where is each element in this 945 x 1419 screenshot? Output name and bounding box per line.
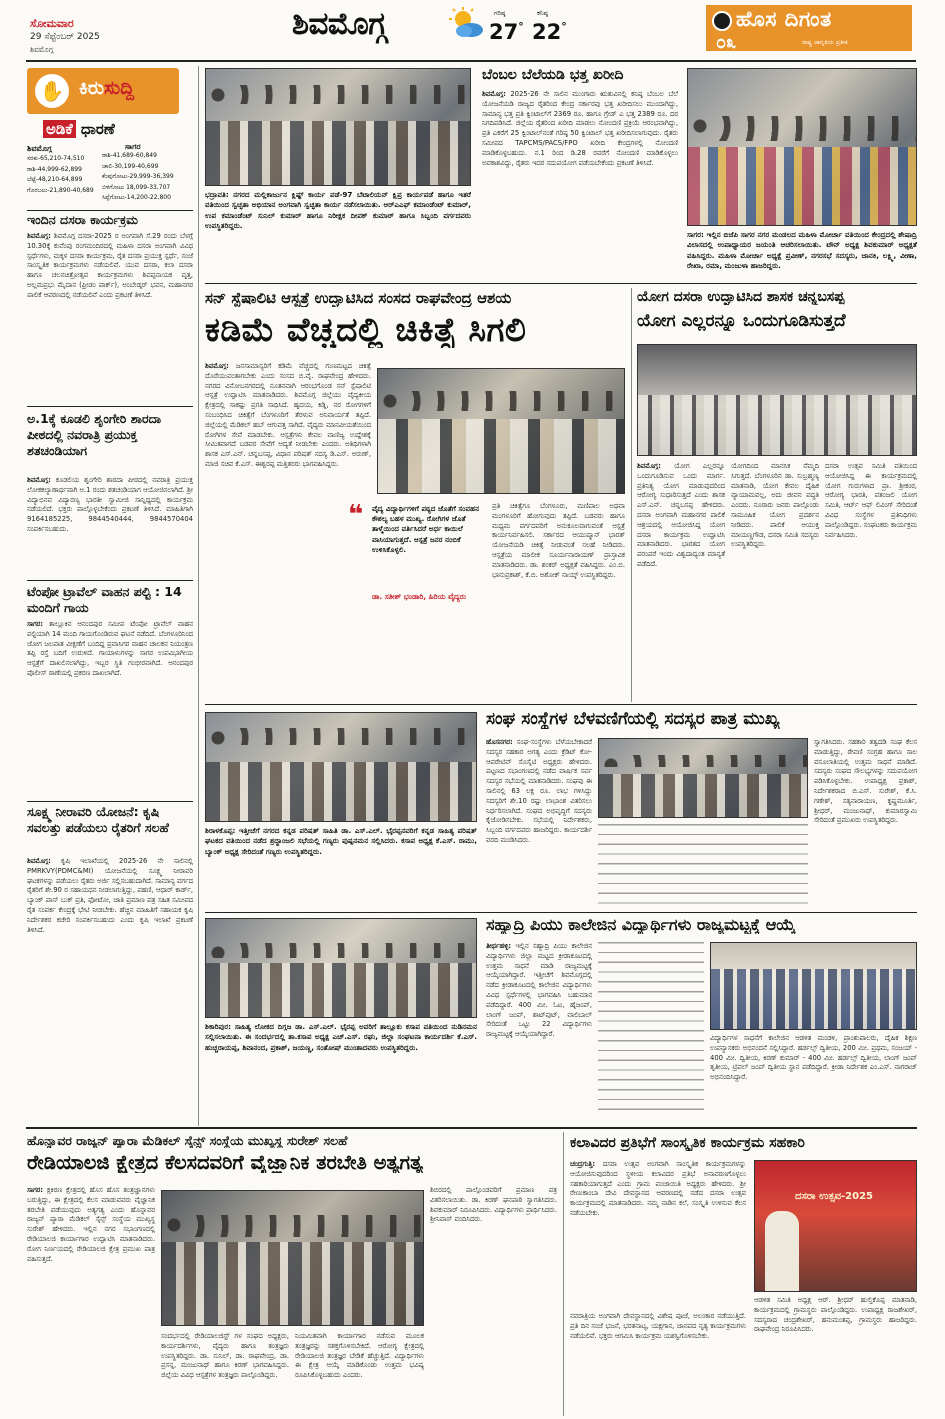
dateline: ಶಿವಮೊಗ್ಗ: [637, 462, 661, 470]
kala-body-1 [570, 1160, 746, 1308]
col1-story-3-title: ಟೆಂಪೋ ಟ್ರಾವೆಲ್ ವಾಹನ ಪಲ್ಟಿ : 14 ಮಂದಿಗೆ ಗಾಯ [27, 584, 182, 615]
rate-row: ರಾಶಿ-41,689-60,849 [102, 152, 157, 159]
paper-name: ಹೊಸ ದಿಗಂತ [736, 7, 832, 31]
quote-author: ಡಾ. ಸತೀಶ್ ಭಂಡಾರಿ, ಹಿರಿಯ ವೈದ್ಯರು [372, 592, 466, 601]
masthead [0, 0, 945, 62]
radiology-body-2 [161, 1332, 289, 1414]
photo-hospital-inauguration [377, 368, 625, 494]
story-text: ಯೋಗ ಎಲ್ಲರನ್ನೂ ಒಂದುಗೂಡಿಸುವ ಒಂದು ಮಾರ್ಗ. ಪ್ರತಿನಿತ್ಯ ಯೋಗ ಮಾಡುವುದರಿಂದ ಆರೋಗ್ಯ ಸುಧಾರಿಸುತ್ತದೆ ಎಂದು ಶಾಸಕ ಎಸ್.ಎನ್. ಚನ್ನಬಸಪ್ಪ ಹೇಳಿದರು. ದಸರಾ ಅಂಗವಾಗಿ ಮಹಾನಗರ ಪಾಲಿಕೆ ಆಶ್ರಯದಲ್ಲಿ ಆಯೋಜಿಸಿದ್ದ ಯೋಗ ದಸರಾ ಕಾರ್ಯಕ್ರಮ ಉದ್ಘಾಟಿಸಿ ಮಾತನಾಡಿದರು. ಭಾರತದ ಯೋಗ ಪರಂಪರೆ ಇಂದು ವಿಶ್ವದಾದ್ಯಂತ ಮಾನ್ಯತೆ ಪಡೆದಿದೆ. [637, 462, 725, 568]
speaker-figure [765, 1211, 799, 1292]
photo-bhadravati-caption: ಭದ್ರಾವತಿ: ನಗರದ ಮಲ್ಲಿಕಾರ್ಜುನ ಕ್ಲಿಷ್ಟ್ ಕಾರ್ಯ ಪಡೆ-97 ಬೆಟಾಲಿಯನ್ ಕ್ಷಿಪ್ರ ಕಾರ್ಯಪಡೆ ಹಾಗೂ ಇತರೆ ವತಿಯಿಂದ ಸ್ವಚ್ಛತಾ ಅಭಿಯಾನ ಅಂಗವಾಗಿ ಸ್ವಚ್ಛತಾ ಕಾರ್ಯ ನಡೆಸಲಾಯಿತು. ಆರ್‌ಎಎಫ್ ಕಮಾಂಡೆಂಟ್ ಕುಮಾರ್, ಉಪ ಕಮಾಂಡೆಂಟ್ ಸುನಿಲ್ ಕುಮಾರ್ ಹಾಗೂ ನಿರೀಕ್ಷಕ ದೀಪಕ್ ಕುಮಾರ್ ಹಾಗೂ ಸಿಬ್ಬಂದಿ ವರ್ಗದವರು ಉಪಸ್ಥಿತರಿದ್ದರು. [205, 190, 471, 231]
paddy-story-title: ಬೆಂಬಲ ಬೆಲೆಯಡಿ ಭತ್ತ ಖರೀದಿ [482, 68, 624, 83]
photo-yoga-dasara [637, 344, 917, 456]
radiology-body-4 [430, 1186, 557, 1414]
col1-story-1-title: ಇಂದಿನ ದಸರಾ ಕಾರ್ಯಕ್ರಮ [27, 213, 139, 227]
divider [205, 704, 917, 705]
photo-dasara-stage [754, 1160, 917, 1292]
col1-story-1-body [27, 232, 193, 404]
rates-shimoga [27, 154, 94, 196]
story-text: ಪ್ರತಿ ಚಿಕಿತ್ಸೆಗೂ ಬೆಂಗಳೂರು, ಮಣಿಪಾಲ ಅಥವಾ ಮಂಗಳೂರಿಗೆ ಹೋಗುವುದು ತಪ್ಪಿದೆ. ಬಡವರು ಹಾಗೂ ಮಧ್ಯಮ ವರ್ಗದವರಿಗೆ ಅನುಕೂಲವಾಗುವಂತೆ ಆಸ್ಪತ್ರೆ ಕಾರ್ಯನಿರ್ವಹಿಸಲಿ. ಸರ್ಕಾರದ ಆಯುಷ್ಮಾನ್ ಭಾರತ್ ಯೋಜನೆಯಡಿ ಚಿಕಿತ್ಸೆ ನೀಡುವಂತೆ ಸಲಹೆ ನೀಡಿದರು. ಆಸ್ಪತ್ರೆಯ ಮಾಲೀಕ ಸೂರ್ಯನಾರಾಯಣ್ ಪ್ರಾಸ್ತಾವಿಕ ಮಾತನಾಡಿದರು. ಡಾ. ಶಂಕರ್ ಅಧ್ಯಕ್ಷತೆ ವಹಿಸಿದ್ದರು. ಎಂ.ಬಿ. ಭಾನುಪ್ರಕಾಶ್, ಕೆ.ಬಿ. ಅಶೋಕ್ ನಾಯ್ಕ್ ಉಪಸ್ಥಿತರಿದ್ದರು. [492, 502, 625, 579]
rate-row: ಬಿಳಿಗೋಟು 18,099-33,707 [102, 183, 171, 191]
arecanut-title: ಅಡಿಕೆ ಧಾರಣೆ [43, 120, 115, 138]
story-text: ಕೂಡಲಿಯ ಶೃಂಗೇರಿ ಶಾರದಾ ಪೀಠದಲ್ಲಿ ನವರಾತ್ರಿ ಪ್ರಯುಕ್ತ ಲೋಕಕಲ್ಯಾಣಾರ್ಥವಾಗಿ ಅ.1 ರಂದು ಶತಚಂಡಿಯಾಗ ಆಯೋಜಿಸಲಾಗಿದೆ. ಶ್ರೀ ವಿದ್ಯಾಭಿನವ ವಿದ್ಯಾರಣ್ಯ ಭಾರತೀ ಸ್ವಾಮೀಜಿ ಸಾನ್ನಿಧ್ಯದಲ್ಲಿ ಕಾರ್ಯಕ್ರಮ ನಡೆಯಲಿದೆ. ಭಕ್ತರು ಪಾಲ್ಗೊಳ್ಳಬೇಕೆಂದು ಪ್ರಕಟಣೆ ತಿಳಿಸಿದೆ. ಮಾಹಿತಿಗಾಗಿ 9164185225, 9844540444, 9844570404 ಸಂಪರ್ಕಿಸಬಹುದು. [27, 476, 193, 533]
rate-row: ಸಿಪ್ಪೆಗೋಟು-14,200-22,800 [102, 194, 171, 201]
photo-shikaripura [205, 918, 477, 1018]
yoga-body-1 [637, 462, 725, 702]
rate-row: ಗೊರಬಲು-21,890-40,689 [27, 186, 94, 194]
sahyadri-body-2-lines [598, 942, 704, 1118]
rate-row: ಸರಕು-65,210-74,510 [27, 155, 85, 162]
lead-body-1 [205, 362, 371, 702]
story-text: ನವರಾತ್ರಿಯ ಅಂಗವಾಗಿ ದೇವಸ್ಥಾನದಲ್ಲಿ ವಿಶೇಷ ಪೂಜೆ, ಅಲಂಕಾರ ನಡೆಯುತ್ತಿದೆ. ಪ್ರತಿ ದಿನ ಸಂಜೆ ಭಜನೆ, ಭರತನಾಟ್ಯ, ಯಕ್ಷಗಾನ, ಜಾನಪದ ನೃತ್ಯ ಕಾರ್ಯಕ್ರಮಗಳು ನಡೆಯಲಿವೆ. ಭಕ್ತರು ಆಗಮಿಸಿ ಕಾರ್ಯಕ್ರಮ ಯಶಸ್ವಿಗೊಳಿಸಬೇಕು. [570, 1312, 746, 1340]
city-title: ಶಿವಮೊಗ್ಗ [292, 6, 387, 42]
dateline: ಸಾಗರ: [27, 620, 43, 628]
photo-radiology-workshop [161, 1190, 424, 1326]
column-divider [198, 66, 199, 1126]
paper-brand [706, 5, 912, 51]
divider [27, 801, 193, 802]
dateline: ಶಿವಮೊಗ್ಗ: [27, 232, 51, 240]
col1-story-2-body [27, 476, 193, 578]
photo-sagar-bjp [687, 68, 917, 226]
photo-shikaripura-caption: ಶಿಕಾರಿಪುರ: ಸಾಹಿತ್ಯ ಲೋಕದ ದಿಗ್ಗಜ ಡಾ. ಎಸ್.ಎಲ್. ಭೈರಪ್ಪ ಅವರಿಗೆ ತಾಲ್ಲೂಕು ಕಸಾಪ ವತಿಯಿಂದ ನುಡಿನಮನ ಸಲ್ಲಿಸಲಾಯಿತು. ಈ ಸಂದರ್ಭದಲ್ಲಿ ತಾ.ಕಸಾಪ ಅಧ್ಯಕ್ಷ ಎಚ್.ಎಸ್. ರಘು, ಜಿಲ್ಲಾ ಸಂಘಟನಾ ಕಾರ್ಯದರ್ಶಿ ಕೆ.ಎಸ್. ಹುಚ್ಚರಾಯಪ್ಪ, ಶಿವಾನಂದ, ಪ್ರಕಾಶ್, ಜಯಣ್ಣ, ಸಂತೋಷ್ ಮುಂತಾದವರು ಉಪಸ್ಥಿತರಿದ್ದರು. [205, 1022, 477, 1052]
yoga-body-3 [825, 462, 917, 702]
dateline: ತೀರ್ಥಹಳ್ಳಿ: [486, 942, 512, 950]
weather-icon [449, 6, 485, 42]
dateline: ಶಿವಮೊಗ್ಗ: [205, 362, 229, 370]
yoga-kicker: ಯೋಗ ದಸರಾ ಉದ್ಘಾಟಿಸಿದ ಶಾಸಕ ಚನ್ನಬಸಪ್ಪ [637, 290, 845, 305]
dateline: ಶಿವಮೊಗ್ಗ: [27, 857, 51, 865]
day-label: ಸೋಮವಾರ [30, 17, 74, 30]
hand-icon: ✋ [35, 74, 69, 108]
rate-row: ರಾಶಿ-44,999-62,899 [27, 165, 82, 173]
photo-bhadravati [205, 68, 471, 186]
story-text: ಸ್ವಾಗತಿಸಿದರು. ಸಹಕಾರಿ ತತ್ವದಡಿ ಸಂಘ ಕೆಲಸ ಮಾಡುತ್ತಿದ್ದು, ಠೇವಣಿ ಸಂಗ್ರಹ ಹಾಗೂ ಸಾಲ ವಸೂಲಾತಿಯಲ್ಲಿ ಉತ್ತಮ ಸಾಧನೆ ಮಾಡಿದೆ. ಸದಸ್ಯರು ಸಂಘದ ಸೌಲಭ್ಯಗಳನ್ನು ಸದುಪಯೋಗ ಪಡಿಸಿಕೊಳ್ಳಬೇಕು. ಉಪಾಧ್ಯಕ್ಷ ಪ್ರಕಾಶ್, ನಿರ್ದೇಶಕರಾದ ಬಿ.ಎಸ್. ಸುರೇಶ್, ಕೆ.ಸಿ. ಗಣೇಶ್, ಸತ್ಯನಾರಾಯಣ, ಕೃಷ್ಣಮೂರ್ತಿ, ಶ್ರೀಧರ್, ಮಂಜುನಾಥ್, ಕುಮಾರಸ್ವಾಮಿ ಸೇರಿದಂತೆ ಪ್ರಮುಖರು ಉಪಸ್ಥಿತರಿದ್ದರು. [814, 738, 917, 825]
lead-headline: ಕಡಿಮೆ ವೆಚ್ಚದಲ್ಲಿ ಚಿಕಿತ್ಸೆ ಸಿಗಲಿ [205, 312, 527, 349]
radiology-headline: ರೇಡಿಯಾಲಜಿ ಕ್ಷೇತ್ರದ ಕೆಲಸದವರಿಗೆ ವೈಜ್ಞಾನಿಕ ತರಬೇತಿ ಅತ್ಯಗತ್ಯ [27, 1152, 424, 1174]
divider [205, 283, 917, 284]
sahyadri-body-3 [710, 1034, 917, 1118]
city-small-label: ಶಿವಮೊಗ್ಗ [30, 45, 54, 54]
dateline: ಶಿವಮೊಗ್ಗ: [482, 90, 506, 98]
radiology-body-1 [27, 1186, 155, 1414]
col1-story-4-body [27, 857, 193, 1119]
divider [205, 912, 917, 913]
story-text: ದಸರಾ ಉತ್ಸವ ಸಮಿತಿ ವತಿಯಿಂದ ಆಯೋಜಿಸಿದ್ದ ಈ ಕಾರ್ಯಕ್ರಮದಲ್ಲಿ ಯೋಗ ಗುರುಗಳಾದ ಪ್ರಾ. ಶ್ರೀಕಂಠ, ಆರೋಗ್ಯ ಭಾರತಿ, ಪತಂಜಲಿ ಯೋಗ ಸಮಿತಿ, ಆರ್ಟ್ ಆಫ್ ಲಿವಿಂಗ್ ಸೇರಿದಂತೆ ವಿವಿಧ ಸಂಸ್ಥೆಗಳ ಪ್ರತಿನಿಧಿಗಳು ಪಾಲ್ಗೊಂಡಿದ್ದರು. ಸಂಘಟಕರು ಕಾರ್ಯಕ್ರಮ ನಿರ್ವಹಿಸಿದರು. [825, 462, 917, 539]
sangha-body-1 [486, 738, 592, 910]
kirusuddi-logo [27, 68, 179, 114]
temp-min-value: 22° [532, 20, 567, 44]
sangha-title: ಸಂಘ ಸಂಸ್ಥೆಗಳ ಬೆಳವಣಿಗೆಯಲ್ಲಿ ಸದಸ್ಯರ ಪಾತ್ರ ಮುಖ್ಯ [486, 710, 780, 729]
story-text: ವಿದ್ಯಾರ್ಥಿಗಳ ಸಾಧನೆಗೆ ಕಾಲೇಜಿನ ಆಡಳಿತ ಮಂಡಳಿ, ಪ್ರಾಂಶುಪಾಲರು, ದೈಹಿಕ ಶಿಕ್ಷಣ ಉಪನ್ಯಾಸಕರು ಅಭಿನಂದನೆ ಸಲ್ಲಿಸಿದ್ದಾರೆ. ಹರ್ಡಲ್ಸ್ ದ್ವಿತೀಯ, 200 ಮೀ. ಪ್ರಥಮ, ಸಂಜಯ್ - 400 ಮೀ. ದ್ವಿತೀಯ, ಕಿರಣ್ ಕುಮಾರ್ - 400 ಮೀ. ಹರ್ಡಲ್ಸ್ ದ್ವಿತೀಯ, ಲಾಂಗ್ ಜಂಪ್ ತೃತೀಯ, ಟ್ರಿಪಲ್ ಜಂಪ್ ದ್ವಿತೀಯ ಸ್ಥಾನ ಪಡೆದಿದ್ದಾರೆ. ಕ್ರೀಡಾ ನಿರ್ದೇಶಕ ಎಂ.ಎಸ್. ನಾಗರಾಜ್ ಅಭಿನಂದಿಸಿದ್ದಾರೆ. [710, 1034, 917, 1082]
yoga-body-2 [731, 462, 819, 702]
quote-mark-icon: ❝ [348, 500, 364, 530]
story-text: ಜಿಲ್ಲೆಯಲ್ಲಿ ಮೆಡಿಕಲ್ ಹಬ್ ಆಗುವತ್ತ ಸಾಗಿದೆ. ವೈದ್ಯರು ಮಾನವೀಯತೆಯಿಂದ ರೋಗಿಗಳ ಸೇವೆ ಮಾಡಬೇಕು. ಆಸ್ಪತ್ರೆಗಳು ಕೇವಲ ವಾಣಿಜ್ಯ ಉದ್ದೇಶಕ್ಕೆ ಸೀಮಿತವಾಗದೆ ಬಡವರ ಸೇವೆಗೆ ಆದ್ಯತೆ ನೀಡಬೇಕು ಎಂದರು. ಅತಿಥಿಗಳಾಗಿ ಶಾಸಕ ಎಸ್.ಎನ್. ಚನ್ನಬಸಪ್ಪ, ವಿಧಾನ ಪರಿಷತ್ ಸದಸ್ಯ ಡಿ.ಎಸ್. ಅರುಣ್, ಮಾಜಿ ಸಚಿವ ಕೆ.ಎಸ್. ಈಶ್ವರಪ್ಪ ಮತ್ತಿತರರು ಭಾಗವಹಿಸಿದ್ದರು. [205, 420, 371, 468]
paper-logo-icon [712, 11, 732, 31]
rates-sagar [102, 151, 174, 204]
divider [27, 580, 193, 581]
temp-min-label: ಕನಿಷ್ಠ [537, 9, 548, 17]
story-text: ಆಡಳಿತ ಸಮಿತಿ ಅಧ್ಯಕ್ಷ ಆರ್. ಶ್ರೀಧರ್ ಹುಲ್ತಿಕೊಪ್ಪ ಮಾತನಾಡಿ, ಕಾರ್ಯಕ್ರಮದಲ್ಲಿ ಗ್ರಾಮಸ್ಥರು ಪಾಲ್ಗೊಂಡಿದ್ದರು. ಉಪಾಧ್ಯಕ್ಷ ರಾಜಶೇಖರ್, ಸದಸ್ಯರಾದ ಚಂದ್ರಶೇಖರ್, ಹನುಮಂತಪ್ಪ, ಗ್ರಾಮಸ್ಥರು ಹಾಜರಿದ್ದರು. ರಾಘವೇಂದ್ರ ನಿರೂಪಿಸಿದರು. [754, 1296, 917, 1334]
column-divider [631, 288, 632, 702]
paper-page-number: ೦೩ [716, 32, 737, 53]
story-text: ತಾಲ್ಲೂಕಿನ ಆನಂದಪುರ ಸಮೀಪ ಟೆಂಪೋ ಟ್ರಾವೆಲ್ ವಾಹನ ಪಲ್ಟಿಯಾಗಿ 14 ಮಂದಿ ಗಾಯಗೊಂಡಿರುವ ಘಟನೆ ನಡೆದಿದೆ. ಬೆಂಗಳೂರಿನಿಂದ ಜೋಗ ಜಲಪಾತ ವೀಕ್ಷಣೆಗೆ ಬಂದಿದ್ದ ಪ್ರವಾಸಿಗರ ವಾಹನ ಚಾಲಕನ ನಿಯಂತ್ರಣ ತಪ್ಪಿ ರಸ್ತೆ ಬದಿಗೆ ಉರುಳಿದೆ. ಗಾಯಾಳುಗಳನ್ನು ಸಾಗರ ಉಪವಿಭಾಗೀಯ ಆಸ್ಪತ್ರೆಗೆ ದಾಖಲಿಸಲಾಗಿದ್ದು, ಇಬ್ಬರ ಸ್ಥಿತಿ ಗಂಭೀರವಾಗಿದೆ. ಆನಂದಪುರ ಪೊಲೀಸ್ ಠಾಣೆಯಲ್ಲಿ ಪ್ರಕರಣ ದಾಖಲಾಗಿದೆ. [27, 620, 193, 677]
dateline: ಹೊಸನಗರ: [486, 738, 513, 746]
quote-text: ವೈದ್ಯ ವಿದ್ಯಾರ್ಥಿಗಳಿಗೆ ಪಠ್ಯದ ಜೊತೆಗೆ ಸಂವಹನ ಕೌಶಲ್ಯ ಬಹಳ ಮುಖ್ಯ. ರೋಗಿಗಳ ಜೊತೆ ತಾಳ್ಮೆಯಿಂದ ವರ್ತಿಸಿದರೆ ಅರ್ಧ ಕಾಯಿಲೆ ವಾಸಿಯಾಗುತ್ತದೆ. ಆಸ್ಪತ್ರೆ ಜನರ ನಂಬಿಕೆ ಉಳಿಸಿಕೊಳ್ಳಲಿ. [372, 504, 480, 554]
story-text: ನಿಯಮಿತವಾಗಿ ಕಾರ್ಯಾಗಾರ ನಡೆಸುವ ಮೂಲಕ ತಂತ್ರಜ್ಞರನ್ನು ಸಶಕ್ತಗೊಳಿಸಬೇಕಿದೆ. ಆರೋಗ್ಯ ಕ್ಷೇತ್ರದಲ್ಲಿ ರೇಡಿಯಾಲಜಿ ತಂತ್ರಜ್ಞರ ಬೇಡಿಕೆ ಹೆಚ್ಚುತ್ತಿದೆ. ವಿದ್ಯಾರ್ಥಿಗಳು ಈ ಕ್ಷೇತ್ರ ಆಯ್ಕೆ ಮಾಡಿಕೊಂಡು ಉತ್ತಮ ಭವಿಷ್ಯ ರೂಪಿಸಿಕೊಳ್ಳಬಹುದು ಎಂದರು. [295, 1332, 424, 1380]
market-shimoga: ಶಿವಮೊಗ್ಗ [27, 144, 52, 153]
masthead-rule [26, 60, 916, 62]
divider [27, 210, 193, 211]
lead-body-2 [492, 502, 625, 702]
photo-sagar-bjp-caption: ಸಾಗರ: ಇಲ್ಲಿನ ಬಿಜೆಪಿ ಸಾಗರ ನಗರ ಮಂಡಲದ ಮಹಿಳಾ ಮೋರ್ಚಾ ವತಿಯಿಂದ ಕೇಂದ್ರದಲ್ಲಿ ಶೇಷಾದ್ರಿ ವಿಲಾಸದಲ್ಲಿ ಉಪಾಧ್ಯಾಯರ ಜಯಂತಿ ಆಚರಿಸಲಾಯಿತು. ಟೌನ್ ಅಧ್ಯಕ್ಷ ಶಿವಕುಮಾರ್ ಅಧ್ಯಕ್ಷತೆ ವಹಿಸಿದ್ದರು. ಮಹಿಳಾ ಮೋರ್ಚಾ ಅಧ್ಯಕ್ಷೆ ಪ್ರವೀಣ್, ನಗರಸಭೆ ಸದಸ್ಯರು, ಜಾನಕಿ, ಲಕ್ಷ್ಮಿ, ವೀಣಾ, ರೇಖಾ, ರಮಾ, ಮಂಜುಳಾ ಹಾಜರಿದ್ದರು. [687, 230, 917, 271]
story-text: 2025-26 ನೇ ಸಾಲಿನ ಮುಂಗಾರು ಋತುವಿನಲ್ಲಿ ಕನಿಷ್ಠ ಬೆಂಬಲ ಬೆಲೆ ಯೋಜನೆಯಡಿ ರಾಜ್ಯದ ರೈತರಿಂದ ಕೇಂದ್ರ ಸರ್ಕಾರವು ಭತ್ತ ಖರೀದಿಸಲು ಮುಂದಾಗಿದ್ದು, ಸಾಮಾನ್ಯ ಭತ್ತ ಪ್ರತಿ ಕ್ವಿಂಟಾಲ್‌ಗೆ 2369 ರೂ. ಹಾಗೂ ಗ್ರೇಡ್ ಎ ಭತ್ತ 2389 ರೂ. ದರ ನಿಗದಿಪಡಿಸಿದೆ. ಜಿಲ್ಲೆಯ ರೈತರಿಂದ ಖರೀದಿ ಮಾಡಲು ನೋಂದಣಿ ಪ್ರಕ್ರಿಯೆ ಆರಂಭವಾಗಿದ್ದು, ಪ್ರತಿ ಎಕರೆಗೆ 25 ಕ್ವಿಂಟಾಲ್‌ನಂತೆ ಗರಿಷ್ಠ 50 ಕ್ವಿಂಟಾಲ್ ಭತ್ತ ಖರೀದಿಸಲಾಗುವುದು. ರೈತರು ಸಮೀಪದ TAPCMS/PACS/FPO ಖರೀದಿ ಕೇಂದ್ರಗಳಲ್ಲಿ ನೋಂದಣಿ ಮಾಡಿಕೊಳ್ಳಬಹುದು. ನ.1 ರಿಂದ ಡಿ.28 ರವರೆಗೆ ನೋಂದಣಿ ಮಾಡಿಕೊಳ್ಳಲು ಅವಕಾಶವಿದ್ದು, ರೈತರು ಇದರ ಸದುಪಯೋಗ ಪಡೆಯಬೇಕೆಂದು ಪ್ರಕಟಣೆ ತಿಳಿಸಿದೆ. [482, 90, 678, 167]
story-text: ಶಿಬಿರದಲ್ಲಿ ಪಾಲ್ಗೊಂಡವರಿಗೆ ಪ್ರಮಾಣ ಪತ್ರ ವಿತರಿಸಲಾಯಿತು. ಡಾ. ಕಿರಣ್ ಘನಪಾಠಿ ಸ್ವಾಗತಿಸಿದರು. ಶಿವಕುಮಾರ್ ನಿರೂಪಿಸಿದರು. ವಿದ್ಯಾರ್ಥಿಗಳು ಪ್ರಾರ್ಥಿಸಿದರು. ಶ್ರೀನಿವಾಸ್ ವಂದಿಸಿದರು. [430, 1186, 557, 1224]
story-text: ಸಂಘ-ಸಂಸ್ಥೆಗಳು ಬೆಳೆಯಬೇಕಾದರೆ ಸದಸ್ಯರ ಸಹಕಾರ ಅಗತ್ಯ ಎಂದು ಕ್ರೆಡಿಟ್ ಕೋ-ಆಪರೇಟಿವ್ ಸೊಸೈಟಿ ಅಧ್ಯಕ್ಷರು ಹೇಳಿದರು. ಪಟ್ಟಣದ ಸಭಾಂಗಣದಲ್ಲಿ ನಡೆದ ವಾರ್ಷಿಕ ಸರ್ವ ಸದಸ್ಯರ ಸಭೆಯಲ್ಲಿ ಮಾತನಾಡಿದರು. ಸಂಘವು ಈ ಸಾಲಿನಲ್ಲಿ 63 ಲಕ್ಷ ರೂ. ಲಾಭ ಗಳಿಸಿದ್ದು ಸದಸ್ಯರಿಗೆ ಶೇ.10 ರಷ್ಟು ಲಾಭಾಂಶ ವಿತರಿಸಲು ನಿರ್ಧರಿಸಲಾಗಿದೆ. ಸಂಘದ ಅಭಿವೃದ್ಧಿಗೆ ಸದಸ್ಯರು ಕೈಜೋಡಿಸಬೇಕು. ಸಭೆಯಲ್ಲಿ ನಿರ್ದೇಶಕರು, ಸಿಬ್ಬಂದಿ ವರ್ಗದವರು ಹಾಜರಿದ್ದರು. ಕಾರ್ಯದರ್ಶಿ ವರದಿ ಮಂಡಿಸಿದರು. [486, 738, 592, 844]
temp-max-value: 27° [489, 20, 524, 44]
story-text: ಸಂದರ್ಭದಲ್ಲಿ ರೇಡಿಯಾಲಜಿಸ್ಟ್ ಗಳ ಸಂಘದ ಅಧ್ಯಕ್ಷರು, ಕಾರ್ಯದರ್ಶಿಗಳು, ವೈದ್ಯರು ಹಾಗೂ ತಂತ್ರಜ್ಞರು ಉಪಸ್ಥಿತರಿದ್ದರು. ಡಾ. ಸುನಿಲ್, ಡಾ. ರಾಘವೇಂದ್ರ, ಡಾ. ಪ್ರಸನ್ನ, ಮಂಜುನಾಥ್ ಹಾಗೂ ಕಿರಣ್ ಭಾಗವಹಿಸಿದ್ದರು. ಜಿಲ್ಲೆಯ ವಿವಿಧ ಆಸ್ಪತ್ರೆಗಳ ತಂತ್ರಜ್ಞರು ಪಾಲ್ಗೊಂಡಿದ್ದರು. [161, 1332, 289, 1380]
dateline: ಸಾಗರ: [27, 1186, 43, 1194]
kala-title: ಕಲಾವಿದರ ಪ್ರತಿಭೆಗೆ ಸಾಂಸ್ಕೃತಿಕ ಕಾರ್ಯಕ್ರಮ ಸಹಕಾರಿ [570, 1136, 805, 1151]
radiology-kicker: ಹೊನ್ನಾವರ ರಾಜ್ಯನ್ ಪ್ಯಾರಾ ಮೆಡಿಕಲ್ ಸೈನ್ಸ್ ಸಂಸ್ಥೆಯ ಮುಖ್ಯಸ್ಥ ಸುರೇಶ್ ಸಲಹೆ [27, 1134, 348, 1148]
story-text: ಜನಸಾಮಾನ್ಯರಿಗೆ ಕಡಿಮೆ ವೆಚ್ಚದಲ್ಲಿ ಗುಣಮಟ್ಟದ ಚಿಕಿತ್ಸೆ ದೊರೆಯುವಂತಾಗಬೇಕು ಎಂದು ಸಂಸದ ಬಿ.ವೈ. ರಾಘವೇಂದ್ರ ಹೇಳಿದರು. ನಗರದ ವಿನೋಬನಗರದಲ್ಲಿ ನೂತನವಾಗಿ ಆರಂಭಗೊಂಡ ಸನ್ ಸ್ಪೆಷಾಲಿಟಿ ಆಸ್ಪತ್ರೆ ಉದ್ಘಾಟಿಸಿ ಮಾತನಾಡಿದರು. ಶಿವಮೊಗ್ಗ ಜಿಲ್ಲೆಯು ವೈದ್ಯಕೀಯ ಕ್ಷೇತ್ರದಲ್ಲಿ ಸಾಕಷ್ಟು ಪ್ರಗತಿ ಸಾಧಿಸಿದೆ. ಹೃದಯ, ಕಿಡ್ನಿ, ನರ ರೋಗಗಳಿಗೆ ಸಂಬಂಧಿಸಿದ ಚಿಕಿತ್ಸೆಗೆ ಬೆಂಗಳೂರಿಗೆ ತೆರಳುವ ಅನಿವಾರ್ಯತೆ ತಪ್ಪಿದೆ. [205, 362, 371, 419]
story-text: ಯೋಗದಿಂದ ಮಾನಸಿಕ ನೆಮ್ಮದಿ ಸಿಗುತ್ತದೆ. ಬೆಂಗಳೂರಿನ ಡಾ. ಸುಬ್ರಹ್ಮಣ್ಯ ಮಾತನಾಡಿ, ಯೋಗ ಕೇವಲ ದೈಹಿಕ ವ್ಯಾಯಾಮವಲ್ಲ, ಅದು ಜೀವನ ಪದ್ಧತಿ ಎಂದರು. ನೂರಾರು ಜನರು ಪಾಲ್ಗೊಂಡು ಸಾಮೂಹಿಕ ಯೋಗ ಪ್ರದರ್ಶನ ನೀಡಿದರು. ಪಾಲಿಕೆ ಆಯುಕ್ತ ಮಾಯಣ್ಣಗೌಡ, ದಸರಾ ಸಮಿತಿ ಸದಸ್ಯರು ಉಪಸ್ಥಿತರಿದ್ದರು. [731, 462, 819, 549]
column-divider [563, 1132, 564, 1416]
col1-story-4-title: ಸೂಕ್ಷ್ಮ ನೀರಾವರಿ ಯೋಜನೆ: ಕೃಷಿ ಸವಲತ್ತು ಪಡೆಯಲು ರೈತರಿಗೆ ಸಲಹೆ [27, 804, 169, 835]
photo-shiralakoppa [205, 712, 477, 822]
lead-quote [348, 502, 484, 622]
col1-story-3-body [27, 620, 193, 800]
divider [27, 406, 193, 407]
sangha-body-2-lines [598, 824, 808, 910]
story-text: ಶಿವಮೊಗ್ಗ ದಸರಾ-2025 ರ ಅಂಗವಾಗಿ ಸೆ.29 ರಂದು ಬೆಳಗ್ಗೆ 10.30ಕ್ಕೆ ಕುವೆಂಪು ರಂಗಮಂದಿರದಲ್ಲಿ ಮಹಿಳಾ ದಸರಾ ಅಂಗವಾಗಿ ವಿವಿಧ ಸ್ಪರ್ಧೆಗಳು, ಮಕ್ಕಳ ದಸರಾ ಕಾರ್ಯಕ್ರಮ, ರೈತ ದಸರಾ ಪ್ರಯುಕ್ತ ಸ್ಪರ್ಧೆ, ಸಂಜೆ ಸಾಂಸ್ಕೃತಿಕ ಕಾರ್ಯಕ್ರಮಗಳು ನಡೆಯಲಿವೆ. ಯುವ ದಸರಾ, ಕಲಾ ದಸರಾ ಹಾಗೂ ಚಲನಚಿತ್ರೋತ್ಸವ ಕಾರ್ಯಕ್ರಮಗಳು ಶಿವಪ್ಪನಾಯಕ ವೃತ್ತ, ಅಲ್ಲಮಪ್ರಭು ಮೈದಾನ (ಫ್ರೀಡಂ ಪಾರ್ಕ್), ಅಂಬೇಡ್ಕರ್ ಭವನ, ಮಹಾನಗರ ಪಾಲಿಕೆ ಆವರಣದಲ್ಲಿ ನಡೆಯಲಿವೆ ಎಂದು ಪ್ರಕಟಣೆ ತಿಳಿಸಿದೆ. [27, 232, 193, 299]
arecanut-box [27, 118, 193, 208]
story-text: ಕ್ಷಕಿರಣ ಕ್ಷೇತ್ರದಲ್ಲಿ ಹೊಸ ಹೊಸ ತಂತ್ರಜ್ಞಾನಗಳು ಬರುತ್ತಿದ್ದು, ಈ ಕ್ಷೇತ್ರದಲ್ಲಿ ಕೆಲಸ ಮಾಡುವವರು ವೈಜ್ಞಾನಿಕ ತರಬೇತಿ ಪಡೆಯುವುದು ಅತ್ಯಗತ್ಯ ಎಂದು ಹೊನ್ನಾವರ ರಾಜ್ಯನ್ ಪ್ಯಾರಾ ಮೆಡಿಕಲ್ ಸೈನ್ಸ್ ಸಂಸ್ಥೆಯ ಮುಖ್ಯಸ್ಥ ಸುರೇಶ್ ಹೇಳಿದರು. ಇಲ್ಲಿನ ನಗರ ಸಭಾಂಗಣದಲ್ಲಿ ರೇಡಿಯಾಲಜಿ ಕಾರ್ಯಾಗಾರ ಉದ್ಘಾಟಿಸಿ ಮಾತನಾಡಿದರು. ರೋಗ ನಿರ್ಣಯದಲ್ಲಿ ರೇಡಿಯಾಲಜಿ ಕ್ಷೇತ್ರ ಪ್ರಮುಖ ಪಾತ್ರ ವಹಿಸುತ್ತದೆ. [27, 1186, 155, 1263]
photo-shiralakoppa-caption: ಶಿರಾಳಕೊಪ್ಪ: ಇತ್ತೀಚೆಗೆ ನಗರದ ಕನ್ನಡ ಪರಿಷತ್ ಸಾಹಿತಿ ಡಾ. ಎಸ್.ಎಲ್. ಭೈರಪ್ಪನವರಿಗೆ ಕನ್ನಡ ಸಾಹಿತ್ಯ ಪರಿಷತ್ ಘಟಕದ ವತಿಯಿಂದ ನಡೆದ ಶ್ರದ್ಧಾಂಜಲಿ ಸಭೆಯಲ್ಲಿ ಗಣ್ಯರು ಪುಷ್ಪನಮನ ಸಲ್ಲಿಸಿದರು. ಕಸಾಪ ಅಧ್ಯಕ್ಷ ಕೆ.ಎಸ್. ರಾಮು, ಬ್ಯಾಂಕ್ ಅಧ್ಯಕ್ಷ ಸೇರಿದಂತೆ ಗಣ್ಯರು ಉಪಸ್ಥಿತರಿದ್ದರು. [205, 826, 477, 856]
temp-max-label: ಗರಿಷ್ಠ [494, 9, 506, 17]
kirusuddi-label: ಕಿರುಸುದ್ದಿ [79, 77, 135, 99]
photo-sahyadri-students [710, 942, 917, 1030]
kala-body-3 [754, 1296, 917, 1414]
dateline: ಚಂದ್ರಗುತ್ತಿ: [570, 1160, 596, 1168]
sangha-body-3 [814, 738, 917, 910]
story-text: ಇಲ್ಲಿನ ಸಹ್ಯಾದ್ರಿ ಪಿಯು ಕಾಲೇಜಿನ ವಿದ್ಯಾರ್ಥಿಗಳು ಜಿಲ್ಲಾ ಮಟ್ಟದ ಕ್ರೀಡಾಕೂಟದಲ್ಲಿ ಉತ್ತಮ ಸಾಧನೆ ಮಾಡಿ ರಾಜ್ಯಮಟ್ಟಕ್ಕೆ ಆಯ್ಕೆಯಾಗಿದ್ದಾರೆ. ಇತ್ತೀಚೆಗೆ ಶಿವಮೊಗ್ಗದಲ್ಲಿ ನಡೆದ ಕ್ರೀಡಾಕೂಟದಲ್ಲಿ ಕಾಲೇಜಿನ ವಿದ್ಯಾರ್ಥಿಗಳು ವಿವಿಧ ಸ್ಪರ್ಧೆಗಳಲ್ಲಿ ಭಾಗವಹಿಸಿ ಬಹುಮಾನ ಪಡೆದಿದ್ದಾರೆ. 400 ಮೀ. ಓಟ, ಹೈಜಂಪ್, ಲಾಂಗ್ ಜಂಪ್, ಶಾಟ್‌ಪುಟ್, ವಾಲಿಬಾಲ್ ಸೇರಿದಂತೆ ಒಟ್ಟು 22 ವಿದ್ಯಾರ್ಥಿಗಳು ರಾಜ್ಯಮಟ್ಟಕ್ಕೆ ಆಯ್ಕೆಯಾಗಿದ್ದಾರೆ. [486, 942, 592, 1039]
lead-kicker: ಸನ್ ಸ್ಪೆಷಾಲಿಟಿ ಆಸ್ಪತ್ರೆ ಉದ್ಘಾಟಿಸಿದ ಸಂಸದ ರಾಘವೇಂದ್ರ ಆಶಯ [205, 290, 512, 307]
sahyadri-title: ಸಹ್ಯಾದ್ರಿ ಪಿಯು ಕಾಲೇಜಿನ ವಿದ್ಯಾರ್ಥಿಗಳು ರಾಜ್ಯಮಟ್ಟಕ್ಕೆ ಆಯ್ಕೆ [486, 916, 796, 934]
rate-row: ಬೆಟ್ಟೆ-48,210-64,899 [27, 176, 83, 183]
photo-sangha-meeting [598, 738, 808, 818]
col1-story-2-title: ಅ.1ಕ್ಕೆ ಕೂಡಲಿ ಶೃಂಗೇರಿ ಶಾರದಾ ಪೀಠದಲ್ಲಿ ನವರಾತ್ರಿ ಪ್ರಯುಕ್ತ ಶತಚಂಡಿಯಾಗ [27, 411, 162, 458]
radiology-body-3 [295, 1332, 424, 1414]
paddy-story-body [482, 90, 678, 252]
rate-row: ಚಾಲಿ-30,199-40,699 [102, 162, 159, 170]
paper-tagline: ರಾಷ್ಟ್ರ ಜಾಗೃತಿಯ ಪ್ರತೀಕ [802, 39, 848, 46]
market-sagar: ಸಾಗರ [125, 142, 141, 151]
rate-row: ಕೆಂಪುಗೋಟು-29,999-36,399 [102, 173, 174, 180]
stage-banner-text: ದಸರಾ ಉತ್ಸವ-2025 [795, 1191, 873, 1202]
sahyadri-body-1 [486, 942, 592, 1118]
yoga-headline: ಯೋಗ ಎಲ್ಲರನ್ನೂ ಒಂದುಗೂಡಿಸುತ್ತದೆ [637, 312, 846, 331]
date-label: 29 ಸೆಪ್ಟೆಂಬರ್ 2025 [30, 32, 100, 42]
divider [26, 1127, 917, 1129]
kala-body-2 [570, 1312, 746, 1414]
dateline: ಶಿವಮೊಗ್ಗ: [27, 476, 51, 484]
story-text: ದಸರಾ ಉತ್ಸವ ಅಂಗವಾಗಿ ಸಾಂಸ್ಕೃತಿಕ ಕಾರ್ಯಕ್ರಮಗಳನ್ನು ಆಯೋಜಿಸುವುದರಿಂದ ಸ್ಥಳೀಯ ಕಲಾವಿದರ ಪ್ರತಿಭೆ ಅನಾವರಣಗೊಳ್ಳಲು ಸಹಕಾರಿಯಾಗುತ್ತದೆ ಎಂದು ಗ್ರಾಮ ಪಂಚಾಯಿತಿ ಅಧ್ಯಕ್ಷರು ಹೇಳಿದರು. ಶ್ರೀ ರೇಣುಕಾಂಬಾ ದೇವಿ ದೇವಸ್ಥಾನದ ಆವರಣದಲ್ಲಿ ನಡೆದ ದಸರಾ ಉತ್ಸವ ಕಾರ್ಯಕ್ರಮದಲ್ಲಿ ಮಾತನಾಡಿದರು. ನಮ್ಮ ನಾಡಿನ ಕಲೆ, ಸಂಸ್ಕೃತಿ ಉಳಿಸುವ ಕೆಲಸ ನಡೆಯಬೇಕು. [570, 1160, 746, 1217]
story-text: ಕೃಷಿ ಇಲಾಖೆಯಲ್ಲಿ 2025-26 ನೇ ಸಾಲಿನಲ್ಲಿ PMRKVY(PDMC&MI) ಯೋಜನೆಯಲ್ಲಿ ಸೂಕ್ಷ್ಮ ನೀರಾವರಿ ಘಟಕಗಳನ್ನು ಪಡೆಯಲು ರೈತರು ಅರ್ಜಿ ಸಲ್ಲಿಸಬಹುದಾಗಿದೆ. ಸಾಮಾನ್ಯ ವರ್ಗದ ರೈತರಿಗೆ ಶೇ.90 ರ ಸಹಾಯಧನ ನೀಡಲಾಗುತ್ತಿದ್ದು, ಪಹಣಿ, ಆಧಾರ್ ಕಾರ್ಡ್, ಬ್ಯಾಂಕ್ ಪಾಸ್ ಬುಕ್ ಪ್ರತಿ, ಫೋಟೋ, ಜಾತಿ ಪ್ರಮಾಣ ಪತ್ರ ಸಹಿತ ಸಮೀಪದ ರೈತ ಸಂಪರ್ಕ ಕೇಂದ್ರಕ್ಕೆ ಭೇಟಿ ನೀಡಬೇಕು. ಹೆಚ್ಚಿನ ಮಾಹಿತಿಗೆ ಸಹಾಯಕ ಕೃಷಿ ನಿರ್ದೇಶಕರ ಕಚೇರಿ ಸಂಪರ್ಕಿಸಬಹುದು ಎಂದು ಕೃಷಿ ಇಲಾಖೆ ಪ್ರಕಟಣೆ ತಿಳಿಸಿದೆ. [27, 857, 193, 934]
